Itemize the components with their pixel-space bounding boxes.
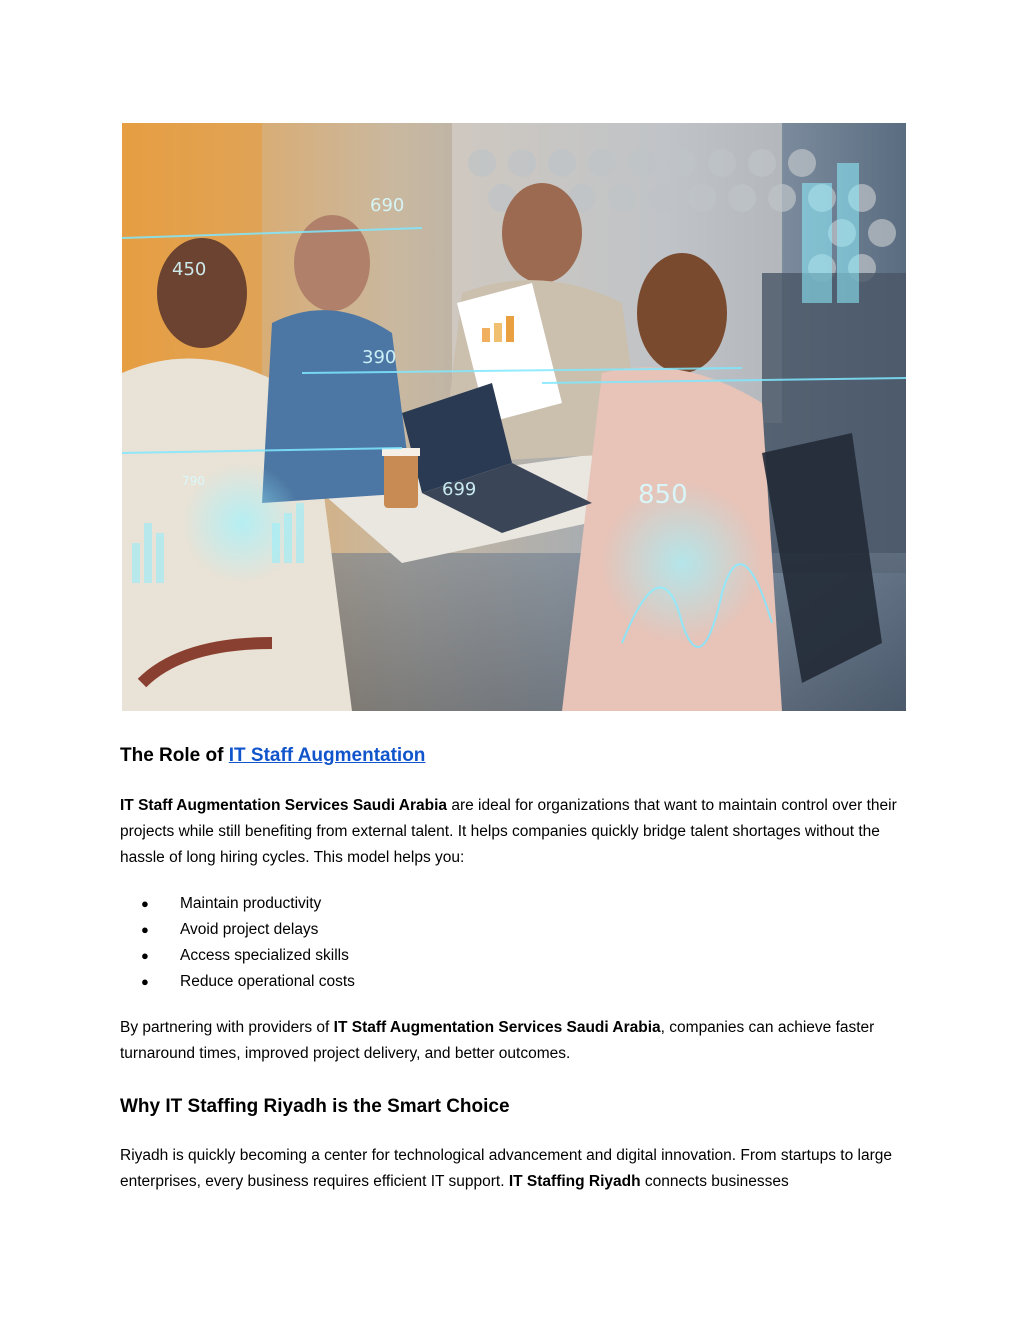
list-item-label: Maintain productivity — [180, 895, 322, 912]
bullet-icon: ● — [141, 974, 149, 989]
bold-term: IT Staffing Riyadh — [508, 1173, 641, 1190]
overlay-number: 850 — [638, 480, 688, 510]
section-heading-role — [120, 738, 910, 774]
list-item-label: Reduce operational costs — [180, 973, 355, 990]
bullet-icon: ● — [141, 922, 149, 937]
paragraph-text: , companies can achieve faster turnaround times, improved project delivery, and better outcomes. — [120, 1019, 875, 1062]
list-item — [120, 917, 910, 943]
benefits-list — [120, 891, 910, 995]
heading-prefix: The Role of — [120, 745, 229, 766]
intro-paragraph — [120, 793, 910, 871]
riyadh-paragraph — [120, 1143, 910, 1195]
overlay-number: 390 — [362, 347, 397, 368]
overlay-number: 699 — [442, 479, 477, 500]
hero-image — [122, 123, 906, 711]
paragraph-text: Riyadh is quickly becoming a center for technological advancement and digital innovation. From startups to large enterprises, every business requires efficient IT support. — [120, 1147, 892, 1190]
paragraph-text: connects businesses — [640, 1173, 789, 1190]
overlay-number: 790 — [182, 474, 205, 488]
overlay-number: 450 — [172, 259, 207, 280]
list-item-label: Access specialized skills — [180, 947, 349, 964]
partnering-paragraph — [120, 1015, 910, 1067]
bullet-icon: ● — [141, 948, 149, 963]
paragraph-text: are ideal for organizations that want to maintain control over their projects while still benefiting from external talent. It helps companies quickly bridge talent shortages without the hassle of long hiring cycles. This model helps you: — [120, 797, 897, 866]
list-item — [120, 891, 910, 917]
overlay-number: 690 — [370, 195, 405, 216]
team-meeting-illustration — [122, 123, 906, 711]
list-item — [120, 969, 910, 995]
paragraph-text: By partnering with providers of — [120, 1019, 334, 1036]
list-item — [120, 943, 910, 969]
it-staff-augmentation-link[interactable]: IT Staff Augmentation — [228, 745, 426, 766]
bullet-icon: ● — [141, 896, 149, 911]
article-body — [120, 738, 910, 1195]
bold-term: IT Staff Augmentation Services Saudi Arabia — [333, 1019, 661, 1036]
section-heading-riyadh: Why IT Staffing Riyadh is the Smart Choice — [120, 1096, 510, 1117]
list-item-label: Avoid project delays — [180, 921, 319, 938]
bold-term: IT Staff Augmentation Services Saudi Arabia — [120, 797, 448, 814]
